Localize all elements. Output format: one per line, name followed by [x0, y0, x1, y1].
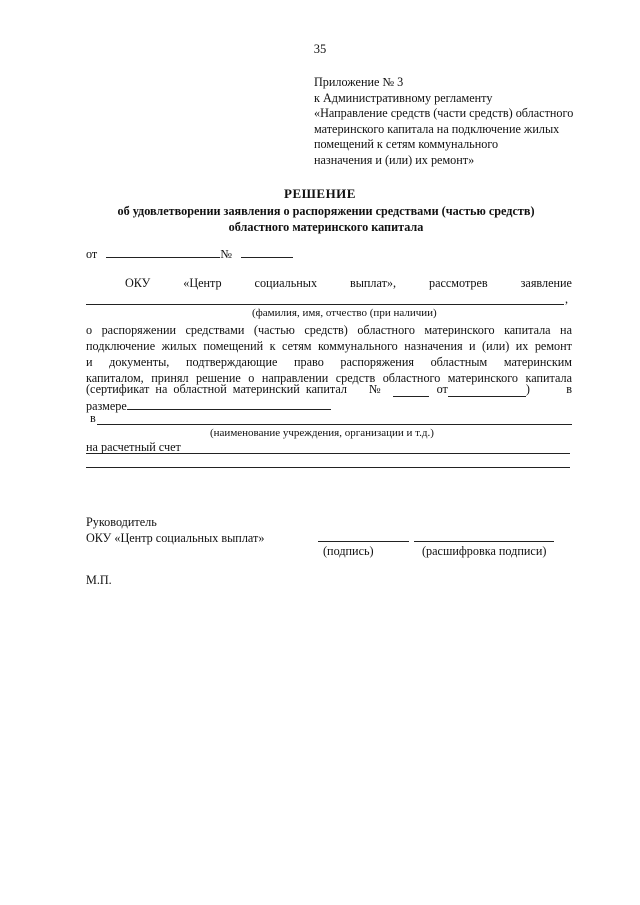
account-label: на расчетный счет — [86, 440, 181, 454]
fio-comma: , — [565, 292, 569, 306]
number-label: № — [220, 247, 232, 261]
appendix-line: Приложение № 3 — [314, 75, 404, 89]
para-line: и документы, подтверждающие право распоряжения областным материнским — [86, 355, 572, 369]
para-line: капиталом, принял решение о направлении средств областного материнского капитала — [86, 371, 572, 385]
amount-label: размере — [86, 399, 127, 413]
certificate-line — [86, 382, 572, 397]
head-org: ОКУ «Центр социальных выплат» — [86, 531, 265, 545]
account-blank-2 — [86, 467, 570, 468]
appendix-line: назначения и (или) их ремонт» — [314, 152, 475, 167]
appendix-line: материнского капитала на подключение жилых — [314, 121, 560, 136]
intro-word: заявление — [520, 276, 572, 290]
intro-word: выплат», — [349, 276, 397, 290]
in-label: в — [90, 411, 96, 425]
fio-blank — [86, 304, 564, 305]
amount-line — [86, 398, 331, 414]
stamp-place: М.П. — [86, 573, 112, 587]
head-title: Руководитель — [86, 515, 157, 529]
subtitle-line: областного материнского капитала — [228, 220, 424, 234]
intro-word: социальных — [254, 276, 318, 290]
signature-caption: (подпись) — [323, 544, 374, 558]
signature-blank — [318, 541, 409, 542]
cert-from-label: от — [436, 382, 448, 396]
cert-in: в — [566, 382, 572, 396]
cert-close: ) — [525, 382, 530, 396]
fio-caption: (фамилия, имя, отчество (при наличии) — [252, 307, 437, 319]
from-label: от — [86, 247, 98, 261]
appendix-header — [314, 75, 599, 169]
amount-blank — [127, 398, 331, 410]
cert-text: (сертификат на областной материнский капитал — [86, 382, 347, 396]
document-subtitle — [86, 203, 566, 235]
cert-number-label: № — [368, 382, 381, 396]
page-number: 35 — [313, 42, 327, 56]
date-number-line — [86, 246, 293, 262]
intro-word: ОКУ — [125, 276, 151, 290]
appendix-line: к Административному регламенту — [314, 90, 493, 105]
intro-word: рассмотрев — [428, 276, 488, 290]
date-blank — [106, 246, 220, 258]
org-blank — [97, 424, 572, 425]
appendix-line: «Направление средств (части средств) областного — [314, 106, 574, 121]
document-title: РЕШЕНИЕ — [284, 186, 356, 201]
para-line: о распоряжении средствами (частью средств) областного материнского капитала на — [86, 323, 572, 337]
subtitle-line: об удовлетворении заявления о распоряжении средствами (частью средств) — [117, 204, 535, 218]
para-line: подключение жилых помещений к сетям коммунального назначения и (или) их ремонт — [86, 339, 572, 353]
intro-word: «Центр — [183, 276, 222, 290]
appendix-line: помещений к сетям коммунального — [314, 137, 499, 152]
decode-blank — [414, 541, 554, 542]
decode-caption: (расшифровка подписи) — [422, 544, 547, 558]
cert-date-blank — [448, 385, 526, 397]
account-blank — [86, 453, 570, 454]
org-caption: (наименование учреждения, организации и т.д.) — [210, 427, 434, 439]
cert-number-blank — [393, 385, 429, 397]
number-blank — [241, 246, 293, 258]
intro-line — [125, 276, 572, 291]
